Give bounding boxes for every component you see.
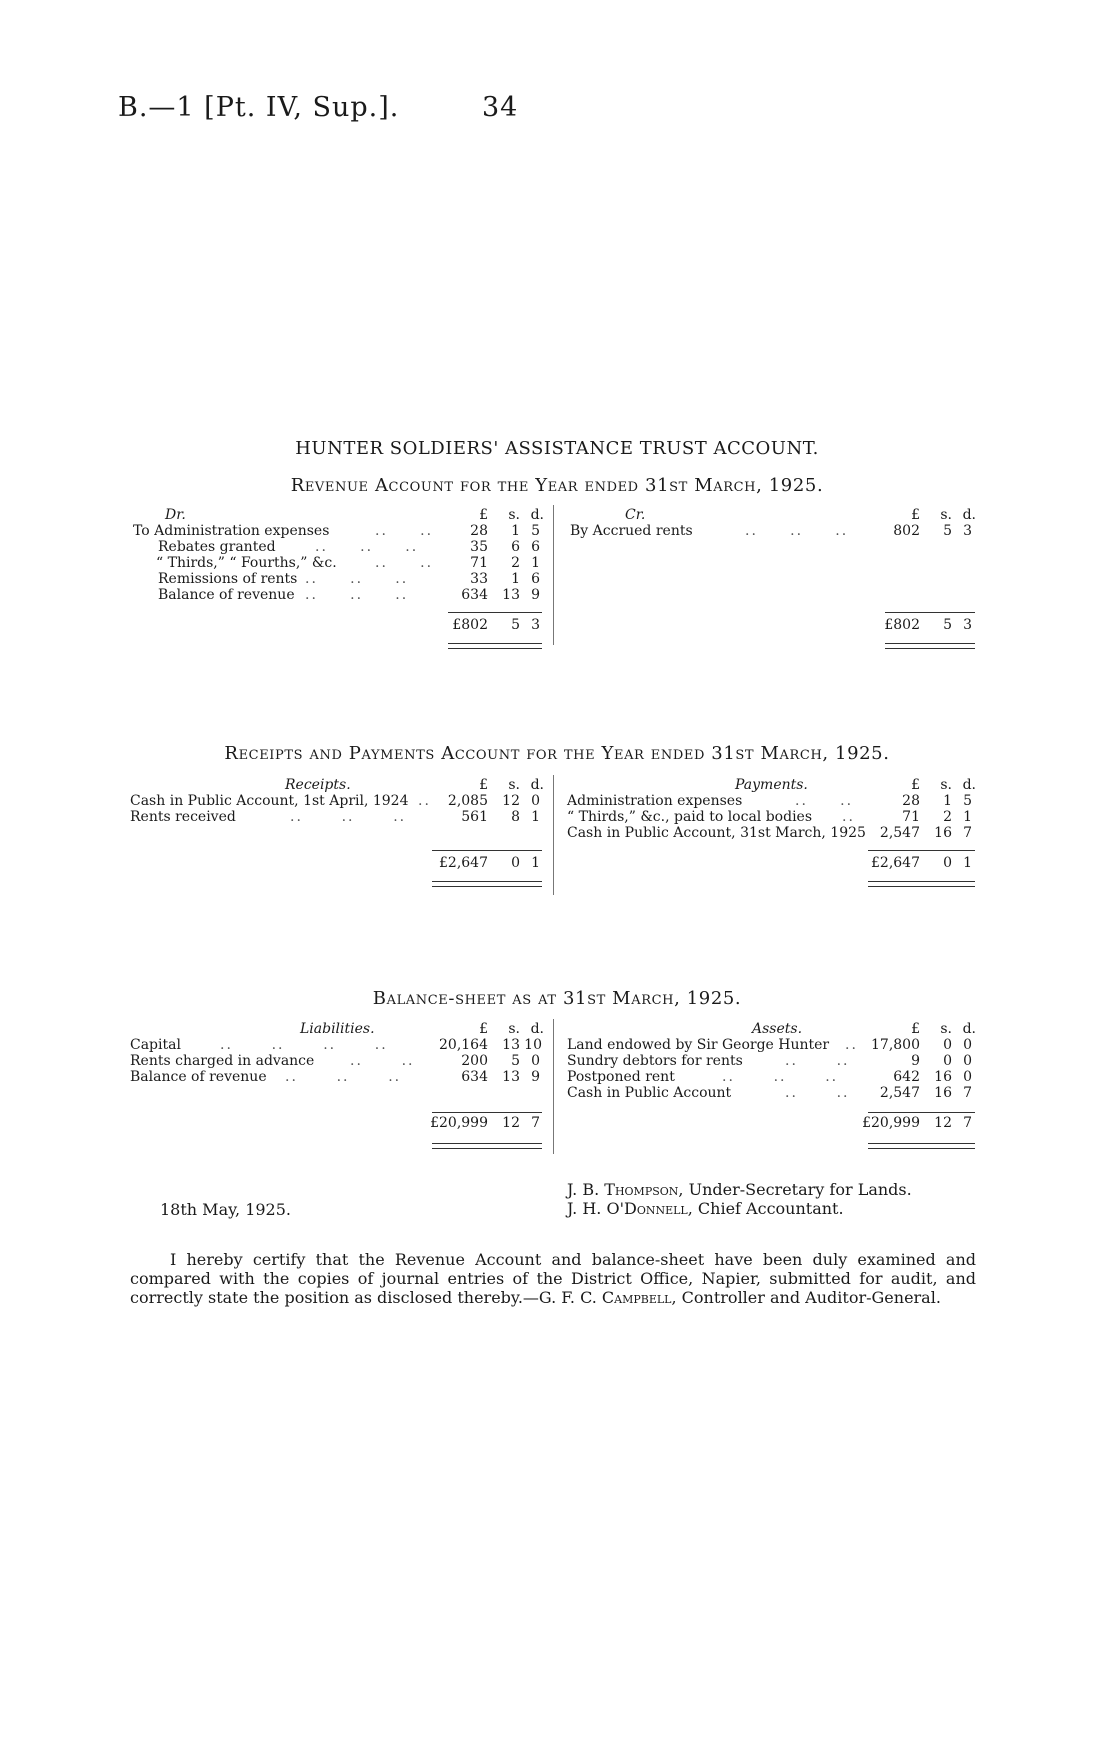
table-row: Balance of revenue .. .. .. 634 13 9 Postponed rent .. .. .. 642 16 0 <box>130 1069 972 1085</box>
total-rule <box>448 612 542 613</box>
assets-heading: Assets. <box>752 1021 803 1037</box>
pence-value: 1 <box>531 555 540 571</box>
balance-sheet-table <box>0 1021 1114 1131</box>
pound-value: 2,547 <box>879 1085 920 1101</box>
pence-value: 7 <box>963 1085 972 1101</box>
total-rule <box>432 850 542 851</box>
double-rule <box>448 643 542 649</box>
pound-total: £2,647 <box>871 855 920 871</box>
signature-2 <box>567 1199 912 1218</box>
shilling-value: 5 <box>511 1053 520 1069</box>
col-shilling: s. <box>940 507 952 523</box>
pence-value: 6 <box>531 539 540 555</box>
shilling-total: 0 <box>943 855 952 871</box>
shilling-value: 1 <box>943 793 952 809</box>
shilling-value: 13 <box>502 1037 520 1053</box>
total-rule <box>868 1112 975 1113</box>
pence-value: 5 <box>531 523 540 539</box>
col-pound: £ <box>911 507 920 523</box>
shilling-value: 16 <box>934 825 952 841</box>
row-label: Remissions of rents <box>158 571 298 587</box>
payments-heading: Payments. <box>735 777 808 793</box>
shilling-value: 1 <box>511 523 520 539</box>
pound-total: £20,999 <box>862 1115 920 1131</box>
col-pence: d. <box>962 777 976 793</box>
row-label: Capital <box>130 1037 181 1053</box>
double-rule <box>432 881 542 887</box>
pound-value: 9 <box>911 1053 920 1069</box>
pence-total: 7 <box>531 1115 540 1131</box>
row-label: Cash in Public Account, 1st April, 1924 <box>130 793 409 809</box>
pence-total: 7 <box>963 1115 972 1131</box>
pound-value: 2,085 <box>447 793 488 809</box>
col-shilling: s. <box>508 1021 520 1037</box>
row-label: Sundry debtors for rents <box>567 1053 743 1069</box>
pound-value: 28 <box>902 793 920 809</box>
pound-value: 634 <box>461 587 488 603</box>
col-pound: £ <box>479 777 488 793</box>
shilling-value: 12 <box>502 793 520 809</box>
pence-value: 0 <box>531 793 540 809</box>
row-label: Postponed rent <box>567 1069 675 1085</box>
auditor-name: G. F. C. Campbell, <box>538 1288 677 1307</box>
pence-value: 1 <box>531 809 540 825</box>
receipts-heading: Receipts. <box>285 777 351 793</box>
pence-value: 0 <box>531 1053 540 1069</box>
shilling-value: 13 <box>502 587 520 603</box>
col-pence: d. <box>530 1021 544 1037</box>
total-rule <box>885 612 975 613</box>
receipts-payments-heading: Receipts and Payments Account for the Year ended 31st March, 1925. <box>224 743 890 764</box>
total-row <box>0 617 1114 633</box>
pound-value: 200 <box>461 1053 488 1069</box>
row-label: Balance of revenue <box>130 1069 267 1085</box>
cr-heading: Cr. <box>625 507 646 523</box>
balance-sheet-heading: Balance-sheet as at 31st March, 1925. <box>372 988 742 1009</box>
pence-value: 10 <box>524 1037 542 1053</box>
column-divider <box>553 505 554 645</box>
row-label: “ Thirds,” “ Fourths,” &c. <box>156 555 337 571</box>
column-divider <box>553 1019 554 1154</box>
table-row: Balance of revenue .. .. .. 634 13 9 <box>158 587 540 603</box>
pence-value: 3 <box>963 523 972 539</box>
table-row: Rents charged in advance .. .. 200 5 0 Sundry debtors for rents .. .. 9 0 0 <box>130 1053 972 1069</box>
table-row: Rents received .. .. .. 561 8 1 “ Thirds,” &c., paid to local bodies .. 71 2 1 <box>130 809 972 825</box>
pence-value: 9 <box>531 587 540 603</box>
col-pence: d. <box>530 507 544 523</box>
row-label: Rents received <box>130 809 236 825</box>
receipts-payments-table <box>0 777 1114 871</box>
table-row: Capital .. .. .. .. 20,164 13 10 Land endowed by Sir George Hunter .. 17,800 0 0 <box>130 1037 972 1053</box>
row-label: Administration expenses <box>567 793 743 809</box>
liabilities-heading: Liabilities. <box>300 1021 375 1037</box>
shilling-value: 8 <box>511 809 520 825</box>
shilling-total: 5 <box>943 617 952 633</box>
pence-value: 0 <box>963 1069 972 1085</box>
pound-value: 802 <box>893 523 920 539</box>
col-pence: d. <box>530 777 544 793</box>
pence-total: 1 <box>531 855 540 871</box>
col-shilling: s. <box>940 777 952 793</box>
pound-total: £2,647 <box>439 855 488 871</box>
total-row <box>0 855 1114 871</box>
total-row <box>0 1115 1114 1131</box>
pence-value: 0 <box>963 1037 972 1053</box>
col-pound: £ <box>911 1021 920 1037</box>
pound-total: £802 <box>884 617 920 633</box>
double-rule <box>432 1143 542 1149</box>
shilling-total: 12 <box>934 1115 952 1131</box>
shilling-total: 5 <box>511 617 520 633</box>
col-shilling: s. <box>508 777 520 793</box>
table-row: Rebates granted .. .. .. 35 6 6 <box>158 539 540 555</box>
col-shilling: s. <box>940 1021 952 1037</box>
col-pound: £ <box>479 507 488 523</box>
dr-heading: Dr. <box>165 507 186 523</box>
pence-total: 3 <box>963 617 972 633</box>
double-rule <box>868 881 975 887</box>
shilling-value: 0 <box>943 1053 952 1069</box>
shilling-value: 16 <box>934 1085 952 1101</box>
row-label: To Administration expenses <box>133 523 330 539</box>
certification-text: I hereby certify that the Revenue Account and balance-sheet have been duly examined and compared with the copies of journal entries of the District Office, Napier, submitted for audit, and correctly state the position as disclosed thereby.— <box>130 1250 976 1307</box>
signer-name: J. H. O'Donnell, <box>567 1199 693 1218</box>
signer-title: Under-Secretary for Lands. <box>688 1180 912 1199</box>
pence-total: 3 <box>531 617 540 633</box>
signature-block <box>567 1180 912 1218</box>
table-row: “ Thirds,” “ Fourths,” &c. .. .. 71 2 1 <box>156 555 540 571</box>
shilling-value: 0 <box>943 1037 952 1053</box>
row-label: Balance of revenue <box>158 587 295 603</box>
col-pence: d. <box>962 1021 976 1037</box>
col-pence: d. <box>962 507 976 523</box>
total-rule <box>868 850 975 851</box>
row-label: “ Thirds,” &c., paid to local bodies <box>567 809 813 825</box>
pound-value: 71 <box>470 555 488 571</box>
pound-value: 17,800 <box>871 1037 920 1053</box>
pence-value: 7 <box>963 825 972 841</box>
signer-title: Chief Accountant. <box>697 1199 844 1218</box>
shilling-total: 0 <box>511 855 520 871</box>
double-rule <box>868 1143 975 1149</box>
signer-name: J. B. Thompson, <box>567 1180 684 1199</box>
column-divider <box>553 775 554 895</box>
table-row <box>0 825 1114 841</box>
shilling-value: 1 <box>511 571 520 587</box>
pence-value: 0 <box>963 1053 972 1069</box>
col-shilling: s. <box>508 507 520 523</box>
pence-value: 5 <box>963 793 972 809</box>
table-row: To Administration expenses .. .. 28 1 5 By Accrued rents .. .. .. 802 5 3 <box>133 523 972 539</box>
shilling-value: 16 <box>934 1069 952 1085</box>
shilling-value: 2 <box>511 555 520 571</box>
col-pound: £ <box>479 1021 488 1037</box>
pound-value: 71 <box>902 809 920 825</box>
pound-value: 20,164 <box>439 1037 488 1053</box>
revenue-account-table <box>0 507 1114 633</box>
document-reference: B.—1 [Pt. IV, Sup.]. <box>118 92 400 123</box>
pound-value: 35 <box>470 539 488 555</box>
row-label: By Accrued rents <box>570 523 693 539</box>
total-rule <box>432 1112 542 1113</box>
pence-value: 9 <box>531 1069 540 1085</box>
document-title: HUNTER SOLDIERS' ASSISTANCE TRUST ACCOUNT. <box>295 438 819 459</box>
pence-value: 1 <box>963 809 972 825</box>
row-label: Land endowed by Sir George Hunter <box>567 1037 830 1053</box>
pence-total: 1 <box>963 855 972 871</box>
auditor-title: Controller and Auditor-General. <box>681 1288 941 1307</box>
row-label: Rents charged in advance <box>130 1053 315 1069</box>
shilling-value: 2 <box>943 809 952 825</box>
revenue-account-heading: Revenue Account for the Year ended 31st March, 1925. <box>290 475 824 496</box>
signature-1 <box>567 1180 912 1199</box>
audit-certification <box>130 1250 976 1307</box>
sign-date: 18th May, 1925. <box>160 1200 291 1219</box>
row-label: Cash in Public Account <box>567 1085 732 1101</box>
pound-value: 33 <box>470 571 488 587</box>
shilling-value: 13 <box>502 1069 520 1085</box>
pence-value: 6 <box>531 571 540 587</box>
pound-value: 561 <box>461 809 488 825</box>
row-label: Cash in Public Account, 31st March, 1925 <box>567 825 866 841</box>
table-row: Remissions of rents .. .. .. 33 1 6 <box>158 571 540 587</box>
pound-total: £802 <box>452 617 488 633</box>
shilling-total: 12 <box>502 1115 520 1131</box>
pound-value: 642 <box>893 1069 920 1085</box>
col-pound: £ <box>911 777 920 793</box>
pound-total: £20,999 <box>430 1115 488 1131</box>
table-row: Cash in Public Account, 1st April, 1924 .. 2,085 12 0 Administration expenses .. .. 28 1 5 <box>130 793 972 809</box>
pound-value: 28 <box>470 523 488 539</box>
double-rule <box>885 643 975 649</box>
table-row: Cash in Public Account .. .. 2,547 16 7 <box>567 1085 972 1101</box>
shilling-value: 5 <box>943 523 952 539</box>
page-number: 34 <box>482 92 519 123</box>
pound-value: 634 <box>461 1069 488 1085</box>
pound-value: 2,547 <box>879 825 920 841</box>
shilling-value: 6 <box>511 539 520 555</box>
row-label: Rebates granted <box>158 539 276 555</box>
